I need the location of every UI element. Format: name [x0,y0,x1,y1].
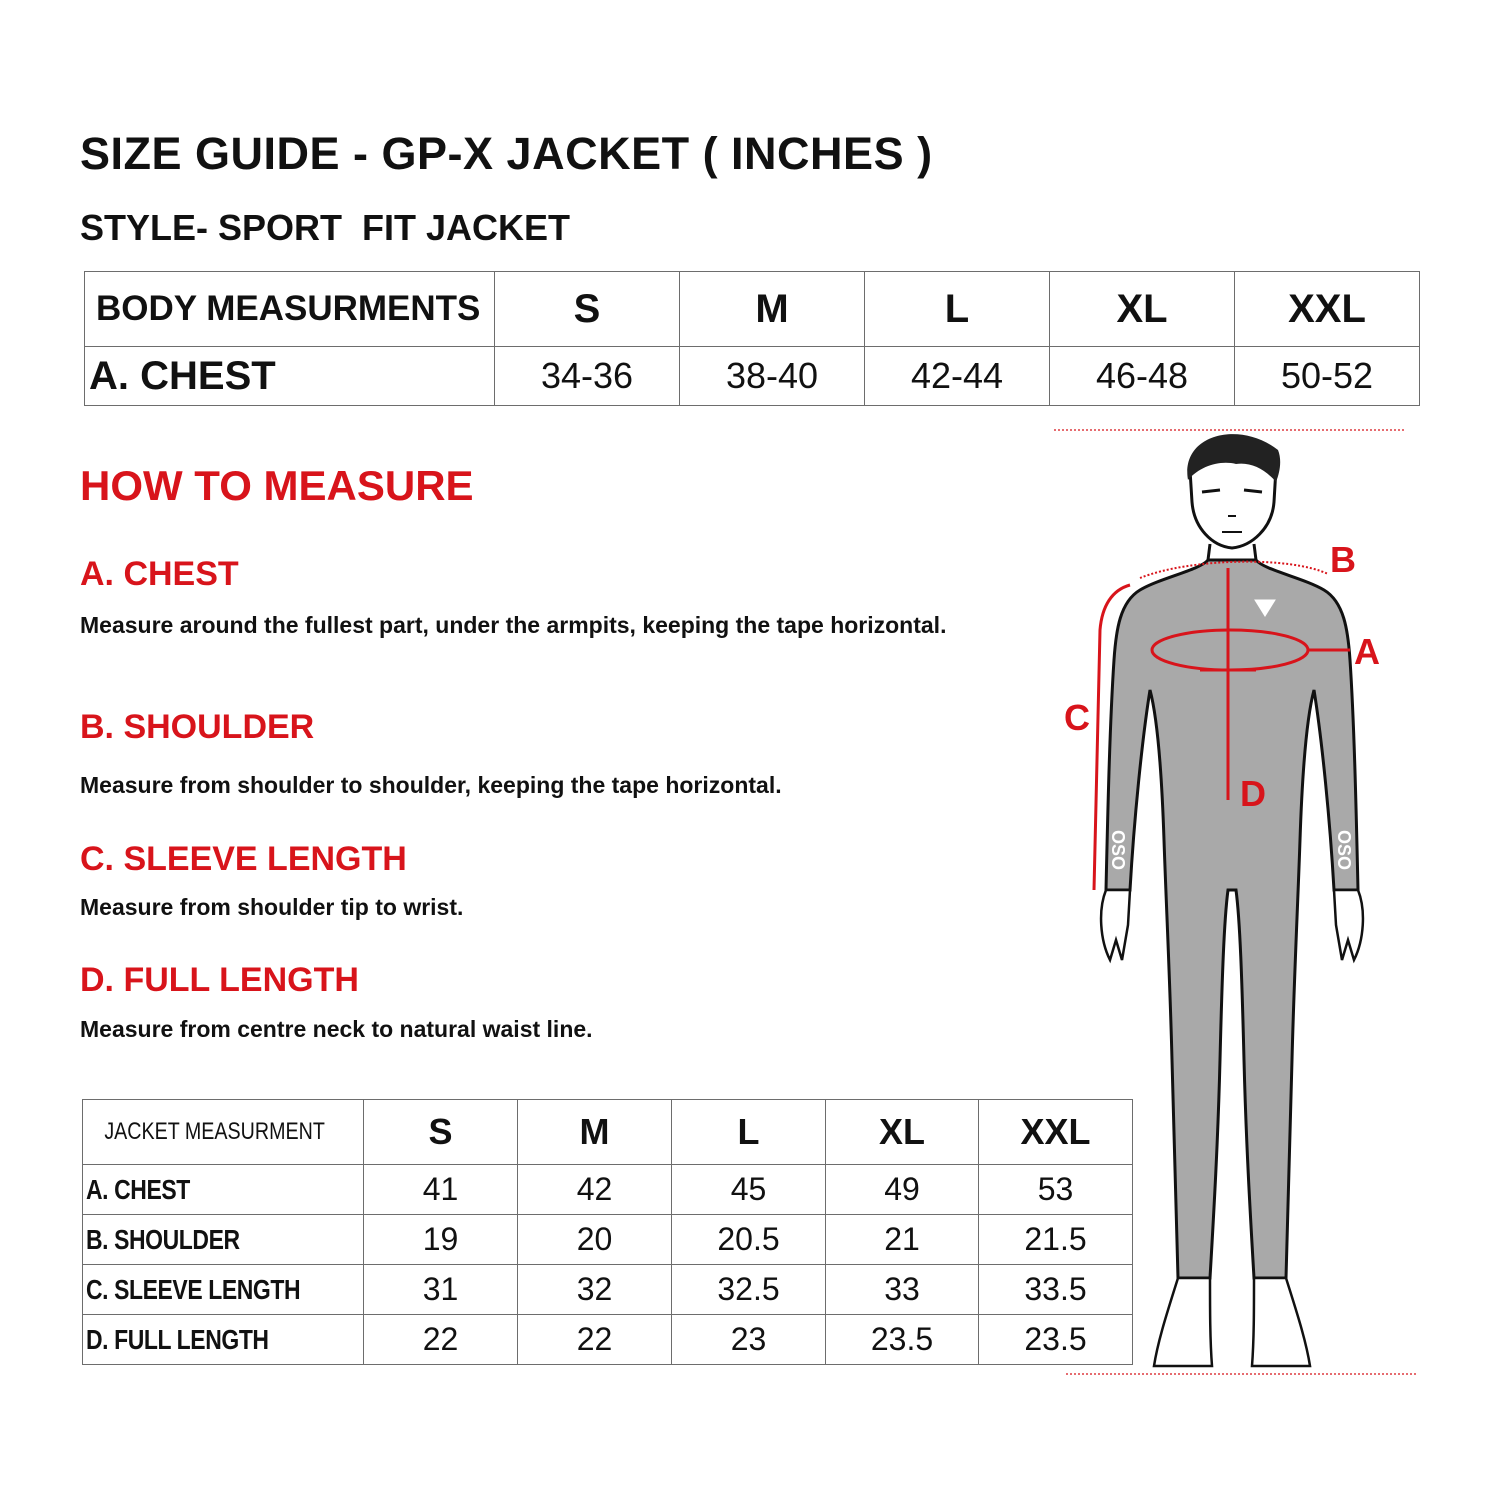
table-cell: 19 [364,1215,518,1265]
table-cell: 23 [672,1315,826,1365]
header-cell: S [364,1100,518,1165]
row-label: C. SLEEVE LENGTH [86,1273,301,1305]
left-hand [1101,890,1130,960]
jacket-measurement-table [82,1099,1133,1365]
row-label: A. CHEST [86,1173,190,1205]
table-row [83,1215,1133,1265]
table-cell: 20 [518,1215,672,1265]
table-row [85,347,1420,406]
table-cell: 41 [364,1165,518,1215]
row-label-cell [83,1165,364,1215]
row-label: D. FULL LENGTH [86,1323,269,1355]
right-hand [1334,890,1363,960]
table-cell: 31 [364,1265,518,1315]
page-subtitle: STYLE- SPORT FIT JACKET [80,207,571,248]
header-cell [83,1100,364,1165]
table-cell: 21.5 [979,1215,1133,1265]
page-title: SIZE GUIDE - GP-X JACKET ( INCHES ) [80,128,933,179]
section-title-full-length: D. FULL LENGTH [80,961,359,999]
header-cell: M [680,272,865,347]
row-label: B. SHOULDER [86,1223,240,1255]
header-cell: M [518,1100,672,1165]
section-title-sleeve: C. SLEEVE LENGTH [80,840,407,878]
row-label: A. CHEST [85,347,495,406]
table-cell: 23.5 [979,1315,1133,1365]
table-row [83,1315,1133,1365]
how-to-measure-heading: HOW TO MEASURE [80,462,474,509]
header-cell: L [672,1100,826,1165]
header-cell: L [865,272,1050,347]
header-cell: BODY MEASURMENTS [85,272,495,347]
mannequin-head [1187,434,1280,560]
body-measurement-table [84,271,1420,406]
row-label-cell [83,1215,364,1265]
table-cell: 22 [518,1315,672,1365]
table-cell: 42 [518,1165,672,1215]
table-cell: 45 [672,1165,826,1215]
section-desc-shoulder: Measure from shoulder to shoulder, keeping the tape horizontal. [80,772,782,798]
label-b: B [1330,539,1356,580]
right-sleeve-brand: OSO [1334,830,1354,871]
label-a: A [1354,631,1380,672]
right-foot [1252,1278,1310,1366]
table-cell: 32.5 [672,1265,826,1315]
label-d: D [1240,773,1266,814]
section-desc-sleeve: Measure from shoulder tip to wrist. [80,894,464,920]
table-row [83,1165,1133,1215]
row-label-cell [83,1265,364,1315]
table-row [83,1265,1133,1315]
table-cell: 33.5 [979,1265,1133,1315]
section-desc-full-length: Measure from centre neck to natural waist line. [80,1016,593,1042]
table-cell: 21 [826,1215,979,1265]
table-cell: 50-52 [1235,347,1420,406]
table-cell: 23.5 [826,1315,979,1365]
table-header-row [85,272,1420,347]
mannequin-figure [1050,420,1450,1400]
table-cell: 42-44 [865,347,1050,406]
header-cell: XXL [1235,272,1420,347]
header-cell: S [495,272,680,347]
label-c: C [1064,697,1090,738]
table-cell: 38-40 [680,347,865,406]
section-title-shoulder: B. SHOULDER [80,708,315,746]
table-header-row [83,1100,1133,1165]
section-title-chest: A. CHEST [80,555,239,593]
table-cell: 34-36 [495,347,680,406]
mannequin-body-suit [1106,560,1358,1278]
table-cell: 46-48 [1050,347,1235,406]
left-foot [1154,1278,1212,1366]
row-label-cell [83,1315,364,1365]
header-cell: XXL [979,1100,1133,1165]
table-cell: 49 [826,1165,979,1215]
header-cell: XL [826,1100,979,1165]
header-cell: XL [1050,272,1235,347]
table-cell: 33 [826,1265,979,1315]
left-sleeve-brand: OSO [1108,830,1128,871]
table-cell: 20.5 [672,1215,826,1265]
section-desc-chest: Measure around the fullest part, under the armpits, keeping the tape horizontal. [80,612,947,638]
header-label: JACKET MEASURMENT [104,1118,325,1145]
table-cell: 22 [364,1315,518,1365]
table-cell: 53 [979,1165,1133,1215]
table-cell: 32 [518,1265,672,1315]
